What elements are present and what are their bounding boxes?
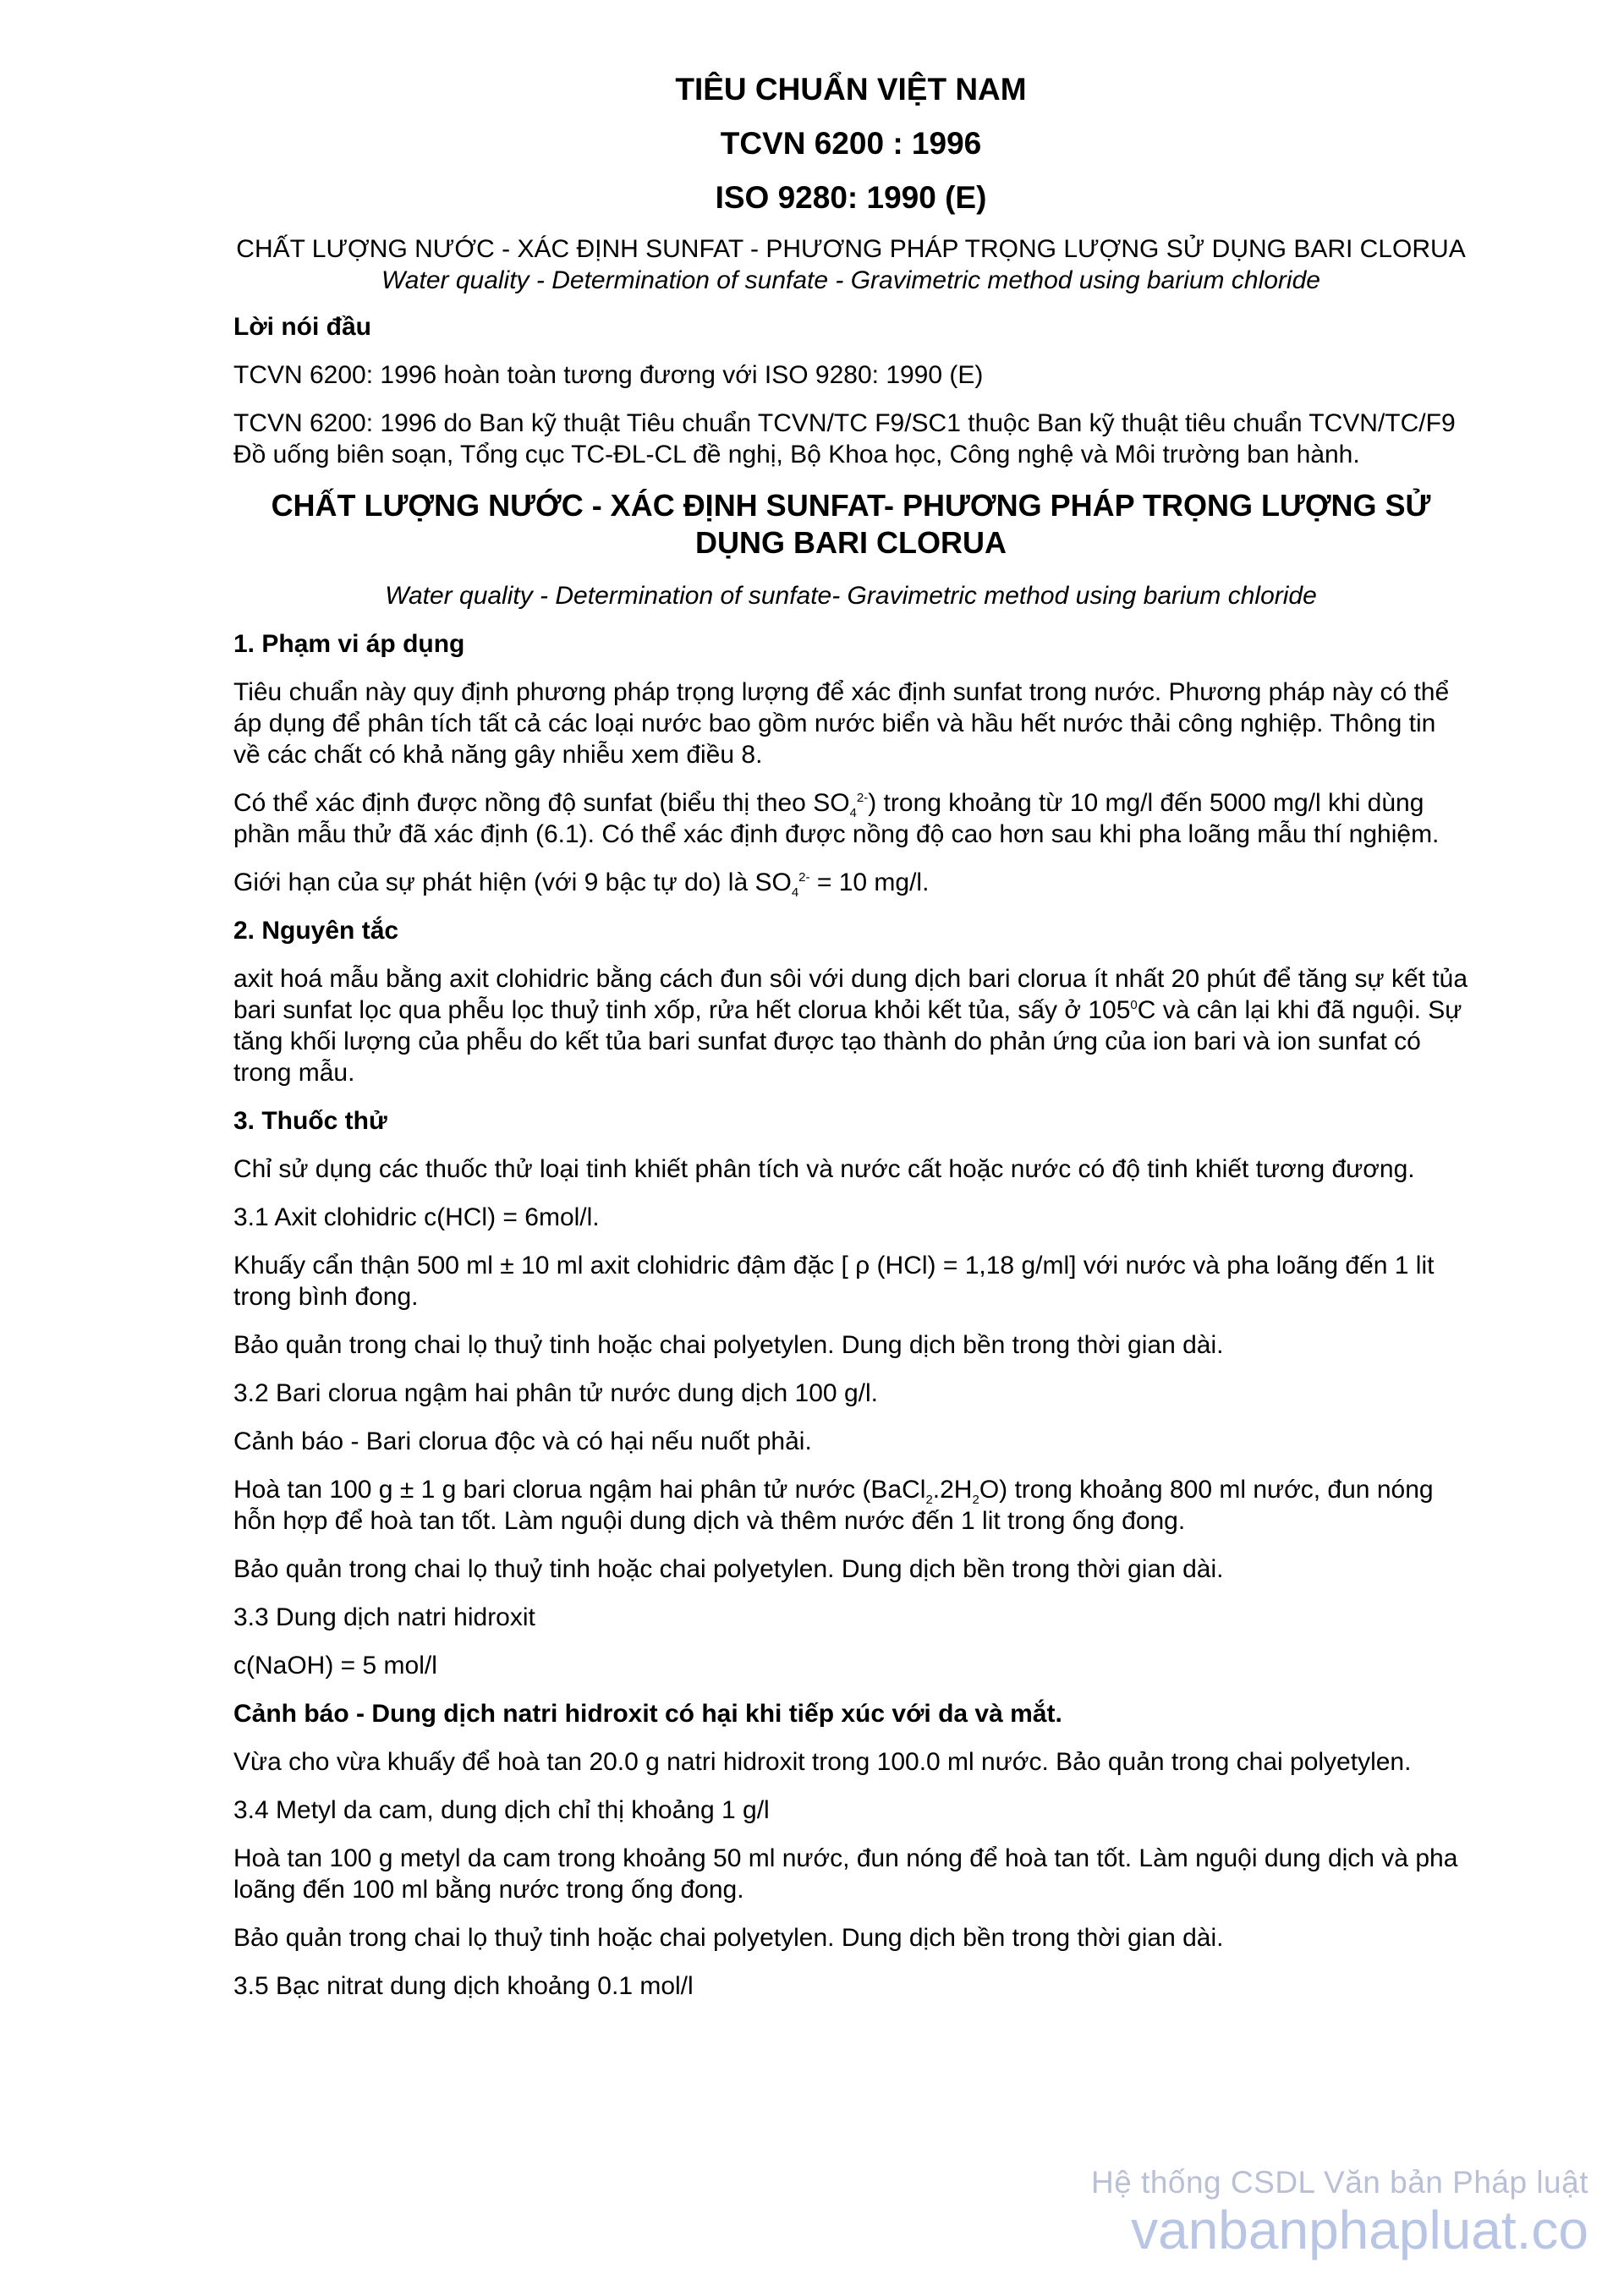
title-vi: CHẤT LƯỢNG NƯỚC - XÁC ĐỊNH SUNFAT - PHƯƠNG PHÁP TRỌNG LƯỢNG SỬ DỤNG BARI CLORUA	[236, 235, 1466, 263]
section-1-heading: 1. Phạm vi áp dụng	[233, 630, 465, 658]
main-title-en: Water quality - Determination of sunfate- Gravimetric method using barium chloride	[385, 582, 1317, 610]
watermark	[1091, 2165, 1588, 2260]
section-1-paragraph-3: Giới hạn của sự phát hiện (với 9 bậc tự do) là $SO_4^{2-} = 10$ mg/l.	[233, 869, 930, 900]
subsection-3-2-paragraph-2: Bảo quản trong chai lọ thuỷ tinh hoặc chai polyetylen. Dung dịch bền trong thời gian dài.	[233, 1555, 1224, 1583]
watermark-line-2: vanbanphapluat.co	[1131, 2200, 1588, 2260]
subsection-3-3-warning: Cảnh báo - Dung dịch natri hidroxit có hại khi tiếp xúc với da và mắt.	[233, 1700, 1062, 1728]
subsection-3-3-paragraph-1: Vừa cho vừa khuấy để hoà tan 20.0 g natri hidroxit trong 100.0 ml nước. Bảo quản trong chai polyetylen.	[233, 1748, 1412, 1776]
section-3-intro: Chỉ sử dụng các thuốc thử loại tinh khiết phân tích và nước cất hoặc nước có độ tinh khiết tương đương.	[233, 1155, 1415, 1183]
subsection-3-3-title: 3.3 Dung dịch natri hidroxit	[233, 1603, 535, 1631]
watermark-line-1: Hệ thống CSDL Văn bản Pháp luật	[1090, 2165, 1588, 2200]
subsection-3-4-paragraph-1: Hoà tan 100 g metyl da cam trong khoảng 50 ml nước, đun nóng để hoà tan tốt. Làm nguội dung dịch và pha loãng đến 100 ml bằng nước trong ống đong.	[233, 1844, 1458, 1904]
subsection-3-2-warning: Cảnh báo - Bari clorua độc và có hại nếu nuốt phải.	[233, 1427, 812, 1455]
subsection-3-4-title: 3.4 Metyl da cam, dung dịch chỉ thị khoảng 1 g/l	[233, 1796, 770, 1824]
subsection-3-2-paragraph-1: Hoà tan 100 g ± 1 g bari clorua ngậm hai phân tử nước $(BaCl_2.2H_2O)$ trong khoảng 800 ml nước, đun nóng hỗn hợp để hoà tan tốt. Làm nguội dung dịch và thêm nước đến 1 lit trong ống đong.	[233, 1476, 1434, 1535]
iso-code: ISO 9280: 1990 (E)	[715, 180, 987, 215]
section-2-paragraph-1: axit hoá mẫu bằng axit clohidric bằng cách đun sôi với dung dịch bari clorua ít nhất 20 phút để tăng sự kết tủa bari sunfat lọc qua phễu lọc thuỷ tinh xốp, rửa hết clorua khỏi kết tủa, sấy ở $105^0C$ và cân lại khi đã nguội. Sự tăng khối lượng của phễu do kết tủa bari sunfat được tạo thành do phản ứng của ion bari và ion sunfat có trong mẫu.	[233, 965, 1468, 1087]
subsection-3-2-title: 3.2 Bari clorua ngậm hai phân tử nước dung dịch 100 g/l.	[233, 1379, 878, 1407]
section-3-heading: 3. Thuốc thử	[233, 1107, 387, 1135]
foreword-paragraph-1: TCVN 6200: 1996 hoàn toàn tương đương với ISO 9280: 1990 (E)	[233, 361, 984, 389]
section-1-paragraph-1: Tiêu chuẩn này quy định phương pháp trọng lượng để xác định sunfat trong nước. Phương pháp này có thể áp dụng để phân tích tất cả các loại nước bao gồm nước biển và hầu hết nước thải công nghiệp. Thông tin về các chất có khả năng gây nhiễu xem điều 8.	[233, 678, 1450, 769]
title-en: Water quality - Determination of sunfate - Gravimetric method using barium chloride	[381, 266, 1320, 294]
subsection-3-4-paragraph-2: Bảo quản trong chai lọ thuỷ tinh hoặc chai polyetylen. Dung dịch bền trong thời gian dài.	[233, 1924, 1224, 1952]
document-page	[233, 71, 1468, 2019]
section-2-heading: 2. Nguyên tắc	[233, 917, 399, 945]
subsection-3-1-title: 3.1 Axit clohidric c(HCl) = 6mol/l.	[233, 1203, 600, 1231]
subsection-3-3-formula: c(NaOH) = 5 mol/l	[233, 1652, 437, 1680]
foreword-paragraph-2: TCVN 6200: 1996 do Ban kỹ thuật Tiêu chuẩn TCVN/TC F9/SC1 thuộc Ban kỹ thuật tiêu chuẩn TCVN/TC/F9 Đồ uống biên soạn, Tổng cục TC-ĐL-CL đề nghị, Bộ Khoa học, Công nghệ và Môi trường ban hành.	[233, 409, 1456, 469]
tcvn-code: TCVN 6200 : 1996	[720, 126, 982, 161]
section-1-paragraph-2: Có thể xác định được nồng độ sunfat (biểu thị theo $SO_4^{2-}$) trong khoảng từ 10 mg/l đến 5000 mg/l khi dùng phần mẫu thử đã xác định (6.1). Có thể xác định được nồng độ cao hơn sau khi pha loãng mẫu thí nghiệm.	[233, 789, 1440, 848]
foreword-heading: Lời nói đầu	[233, 313, 371, 341]
subsection-3-1-paragraph-1: Khuấy cẩn thận 500 ml ± 10 ml axit clohidric đậm đặc [ ρ (HCl) = 1,18 g/ml] với nước và pha loãng đến 1 lit trong bình đong.	[233, 1252, 1435, 1311]
standard-title: TIÊU CHUẨN VIỆT NAM	[675, 72, 1027, 107]
main-title: CHẤT LƯỢNG NƯỚC - XÁC ĐỊNH SUNFAT- PHƯƠNG PHÁP TRỌNG LƯỢNG SỬ DỤNG BARI CLORUA	[271, 488, 1431, 560]
subsection-3-1-paragraph-2: Bảo quản trong chai lọ thuỷ tinh hoặc chai polyetylen. Dung dịch bền trong thời gian dài.	[233, 1331, 1224, 1359]
subsection-3-5-title: 3.5 Bạc nitrat dung dịch khoảng 0.1 mol/l	[233, 1972, 694, 2000]
